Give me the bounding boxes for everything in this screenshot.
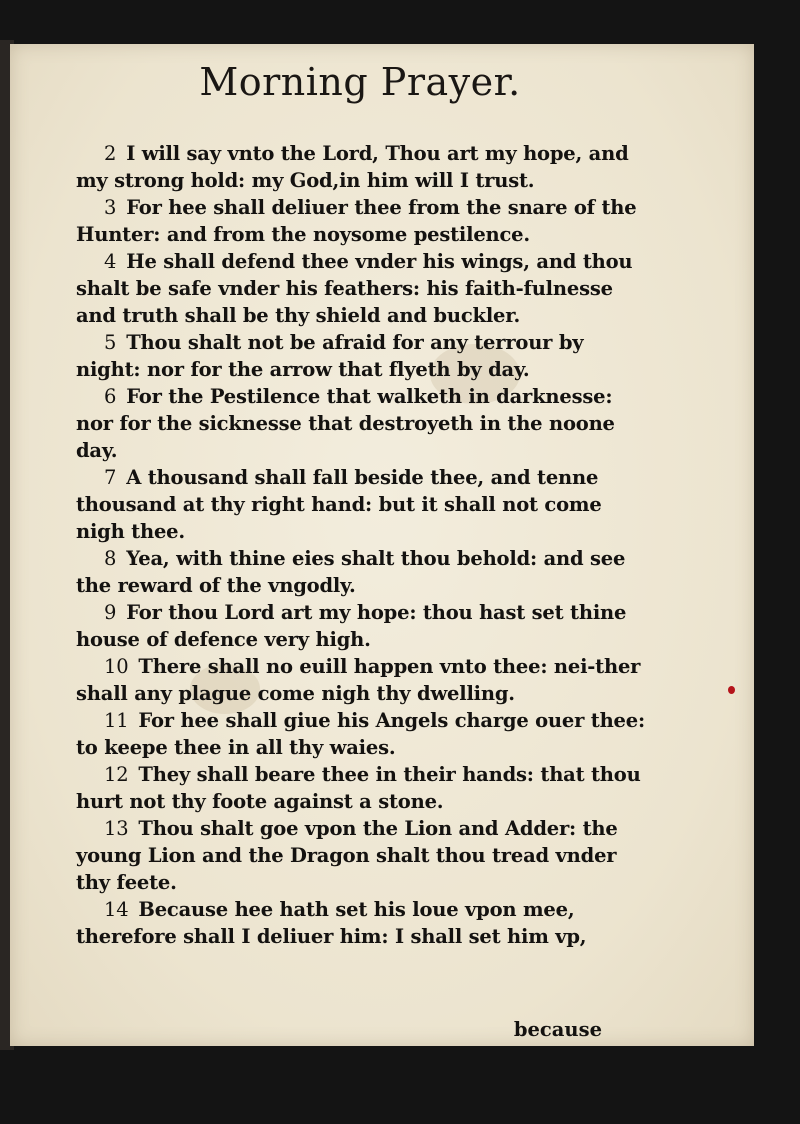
verse: [76, 707, 646, 761]
verse: [76, 761, 646, 815]
verse-text: For the Pestilence that walketh in darknesse: nor for the sicknesse that destroyeth in the noone day.: [76, 385, 615, 462]
book-page: [10, 44, 754, 1046]
verse: [76, 383, 646, 464]
verse: [76, 545, 646, 599]
verse-number: 9: [104, 601, 117, 624]
verse-text: I will say vnto the Lord, Thou art my hope, and my strong hold: my God,in him will I trust.: [76, 142, 629, 192]
verse-number: 14: [104, 898, 129, 921]
verse-number: 11: [104, 709, 129, 732]
verse: [76, 329, 646, 383]
verse-text: Because hee hath set his loue vpon mee, therefore shall I deliuer him: I shall set him vp,: [76, 898, 587, 948]
verse-number: 10: [104, 655, 129, 678]
verse-text: Yea, with thine eies shalt thou behold: and see the reward of the vngodly.: [76, 547, 626, 597]
verse-text: Thou shalt not be afraid for any terrour by night: nor for the arrow that flyeth by day.: [76, 331, 584, 381]
verse-text: A thousand shall fall beside thee, and tenne thousand at thy right hand: but it shall not come nigh thee.: [76, 466, 602, 543]
verse-text: For thou Lord art my hope: thou hast set thine house of defence very high.: [76, 601, 627, 651]
verse-number: 3: [104, 196, 117, 219]
verse-number: 2: [104, 142, 117, 165]
verse: [76, 599, 646, 653]
verse-number: 4: [104, 250, 117, 273]
verse: [76, 140, 646, 194]
verse-text: Thou shalt goe vpon the Lion and Adder: the young Lion and the Dragon shalt thou tread vnder thy feete.: [76, 817, 618, 894]
catchword: because: [513, 1018, 602, 1041]
verse-text: For hee shall deliuer thee from the snare of the Hunter: and from the noysome pestilence.: [76, 196, 637, 246]
verse: [76, 896, 646, 950]
verse-number: 6: [104, 385, 117, 408]
verse: [76, 815, 646, 896]
verse-text: For hee shall giue his Angels charge ouer thee: to keepe thee in all thy waies.: [76, 709, 645, 759]
verse-text: He shall defend thee vnder his wings, and thou shalt be safe vnder his feathers: his faith-fulnesse and truth shall be thy shield and buckler.: [76, 250, 633, 327]
verse-number: 12: [104, 763, 129, 786]
page-header: Morning Prayer.: [199, 60, 521, 104]
verse: [76, 464, 646, 545]
verse-text: There shall no euill happen vnto thee: nei-ther shall any plague come nigh thy dwelling.: [76, 655, 641, 705]
red-ink-mark: [728, 686, 735, 694]
verse-text: They shall beare thee in their hands: that thou hurt not thy foote against a stone.: [76, 763, 641, 813]
verse: [76, 248, 646, 329]
verse-number: 7: [104, 466, 117, 489]
verse: [76, 653, 646, 707]
verse-number: 8: [104, 547, 117, 570]
verse-number: 5: [104, 331, 117, 354]
psalm-text: [76, 140, 646, 950]
verse-number: 13: [104, 817, 129, 840]
verse: [76, 194, 646, 248]
